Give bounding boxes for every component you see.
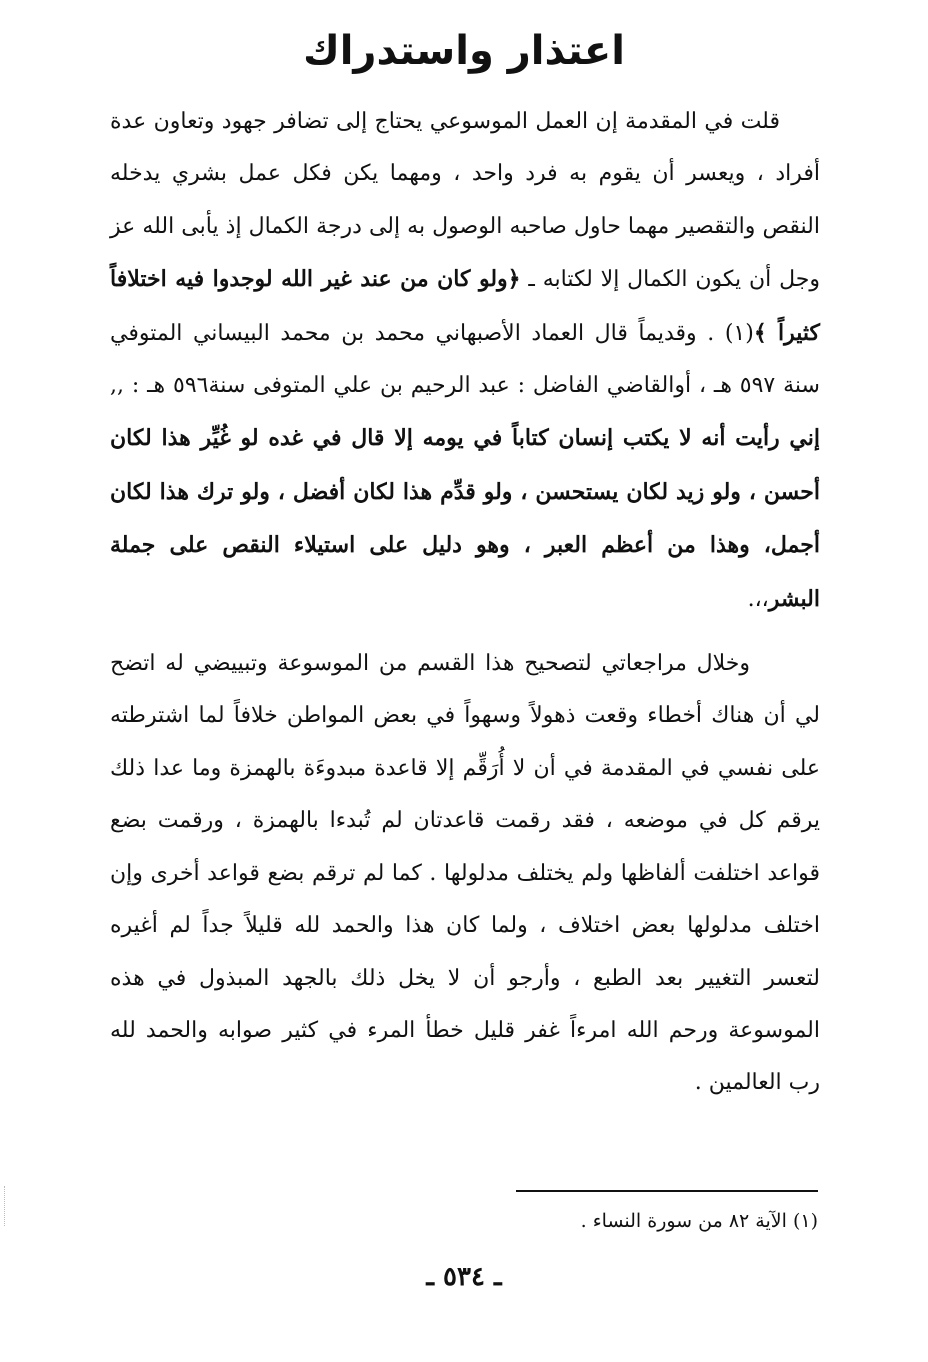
bold-quotation: إني رأيت أنه لا يكتب إنسان كتاباً في يومه إلا قال في غده لو غُيِّر هذا لكان أحسن ، ولو زيد لكان يستحسن ، ولو قدِّم هذا لكان أفضل ، ولو ترك هذا لكان أجمل، وهذا من أعظم العبر ، وهو دليل على استيلاء النقص على جملة البشر bbox=[110, 425, 820, 612]
body-text bbox=[110, 96, 820, 1110]
quotation-close: ،،. bbox=[747, 586, 769, 612]
scan-edge-mark bbox=[4, 1186, 8, 1226]
footnote bbox=[110, 1206, 818, 1236]
footnote-reference: (١) bbox=[724, 320, 754, 346]
footnote-divider bbox=[516, 1190, 818, 1192]
paragraph-2: وخلال مراجعاتي لتصحيح هذا القسم من الموسوعة وتبييضي له اتضح لي أن هناك أخطاء وقعت ذهولاً وسهواً في بعض المواطن خلافاً لما اشترطته على نفسي في المقدمة في أن لا أُرَقِّم إلا قاعدة مبدوءَة بالهمزة وما عدا ذلك يرقم كل في موضعه ، فقد رقمت قاعدتان لم تُبدءا بالهمزة ، ورقمت بضع قواعد اختلفت ألفاظها ولم يختلف مدلولها . كما لم ترقم بضع قواعد أخرى وإن اختلف مدلولها بعض اختلاف ، ولما كان هذا والحمد لله قليلاً جداً لم أغيره لتعسر التغيير بعد الطبع ، وأرجو أن لا يخل ذلك بالجهد المبذول في هذه الموسوعة ورحم الله امرءاً غفر قليل خطأ المرء في كثير صوابه والحمد لله رب العالمين . bbox=[110, 651, 820, 1096]
footnote-marker: (١) bbox=[792, 1210, 818, 1232]
paragraph-1-text-a: قلت في المقدمة إن العمل الموسوعي يحتاج إلى تضافر جهود وتعاون عدة أفراد ، ويعسر أن يقوم به فرد واحد ، ومهما يكن فكل عمل بشري يدخله النقص والتقصير مهما حاول صاحبه الوصول به إلى درجة الكمال إذ يأبى الله عز وجل أن يكون الكمال إلا لكتابه ـ bbox=[110, 109, 820, 293]
quran-verse: ﴿ولو كان من عند غير الله لوجدوا فيه اختلافاً كثيراً ﴾ bbox=[110, 266, 820, 346]
footnote-text: الآية ٨٢ من سورة النساء . bbox=[580, 1210, 787, 1232]
page-number: ـ ٥٣٤ ـ bbox=[426, 1262, 502, 1292]
page-title: اعتذار واستدراك bbox=[303, 28, 625, 74]
paragraph-1 bbox=[110, 96, 820, 626]
paragraph-1-text-b: . وقديماً قال العماد الأصبهاني محمد بن محمد البيساني المتوفي سنة ٥٩٧ هـ ، أوالقاضي الفاضل : عبد الرحيم بن علي المتوفى سنة٥٩٦ هـ : ,, bbox=[110, 320, 820, 399]
